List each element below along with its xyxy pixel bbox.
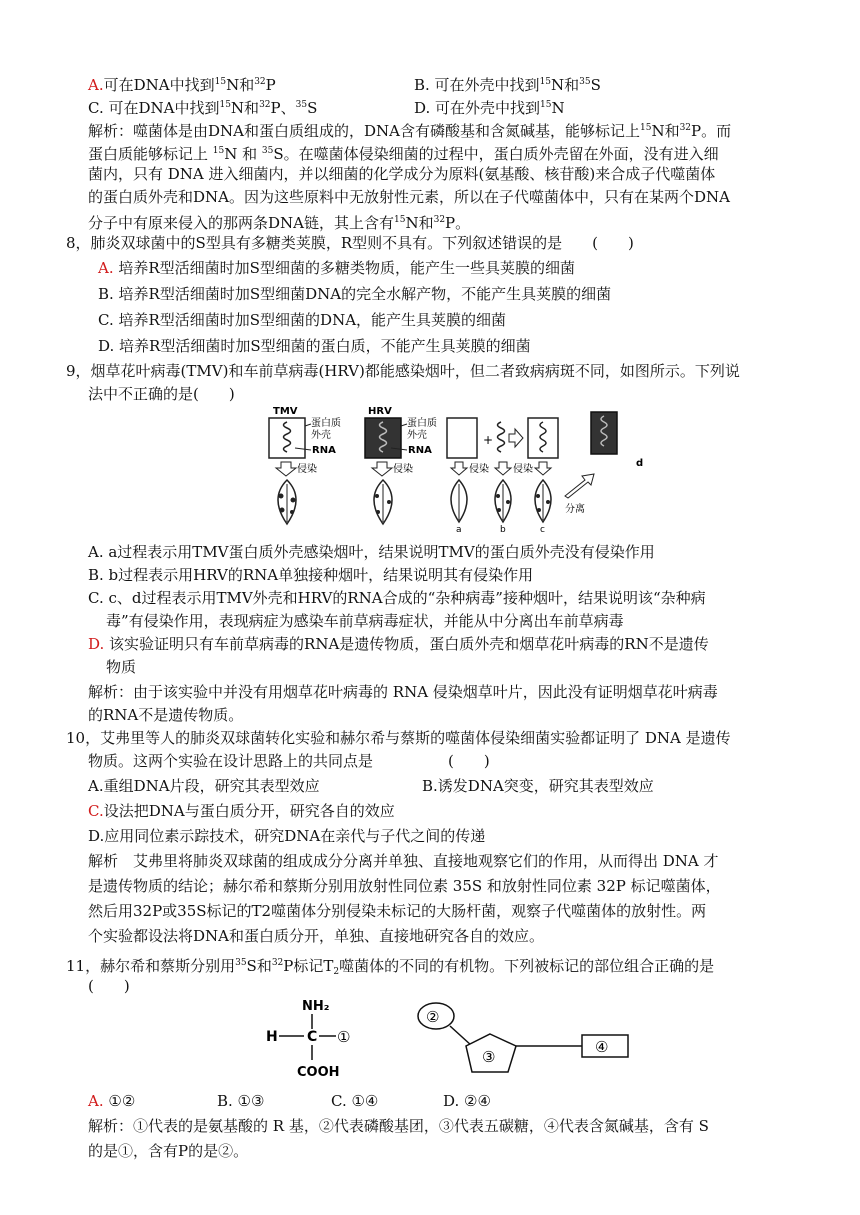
answer-mark: A.	[88, 1092, 104, 1110]
protein-label: 蛋白质	[407, 418, 437, 429]
q7-explanation-line-4: 的蛋白质外壳和DNA。因为这些原料中无放射性元素，所以在子代噬菌体中，只有在某两个DNA	[88, 188, 730, 206]
q9-option-c-line-2: 毒”有侵染作用，表现病症为感染车前草病毒症状，并能从中分离出车前草病毒	[106, 612, 624, 630]
shell-label: 外壳	[407, 430, 427, 441]
q7-option-c: C. 可在DNA中找到$^{15}$N和$^{32}$P、$^{35}$S	[88, 99, 318, 117]
q11-explanation-line-2: 的是①，含有P的是②。	[88, 1142, 249, 1160]
hrv-label: HRV	[368, 406, 392, 417]
q9-stem-line-1: 9，烟草花叶病毒(TMV)和车前草病毒(HRV)都能感染烟叶，但二者致病病斑不同，如图所示。下列说	[66, 362, 740, 380]
q9-explanation-line-2: 的RNA不是遗传物质。	[88, 706, 244, 724]
q11-option-a: A. ①②	[88, 1092, 136, 1110]
q11-option-b: B. ①③	[217, 1092, 265, 1110]
right-arrow-icon	[509, 429, 523, 447]
q8-option-c: C. 培养R型活细菌时加S型细菌的DNA，能产生具荚膜的细菌	[98, 311, 507, 329]
q9-option-b: B. b过程表示用HRV的RNA单独接种烟叶，结果说明其有侵染作用	[88, 566, 534, 584]
q7-explanation-line-2: 蛋白质能够标记上 $^{15}$N 和 $^{35}$S。在噬菌体侵染细菌的过程中，蛋白质外壳留在外面，没有进入细	[88, 145, 719, 163]
pentose-marker: ③	[482, 1048, 496, 1066]
q9-option-c-line-1: C. c、d过程表示用TMV外壳和HRV的RNA合成的“杂种病毒”接种烟叶，结果说明该“杂种病	[88, 589, 706, 607]
q10-option-a: A.重组DNA片段，研究其表型效应	[88, 777, 320, 795]
q11-stem-line-2: ( )	[88, 977, 130, 995]
q10-option-c: C.设法把DNA与蛋白质分开，研究各自的效应	[88, 802, 395, 820]
q11-option-c: C. ①④	[331, 1092, 379, 1110]
q10-explanation-line-2: 是遗传物质的结论；赫尔希和蔡斯分别用放射性同位素 35S 和放射性同位素 32P 标记噬菌体，	[88, 877, 721, 895]
infect-label: 侵染	[513, 464, 533, 475]
down-arrow-icon	[535, 462, 551, 475]
q11-option-d: D. ②④	[443, 1092, 491, 1110]
r-group-marker: ①	[337, 1028, 351, 1046]
tobacco-leaf-icon	[535, 480, 551, 522]
q10-stem-line-2: 物质。这两个实验在设计思路上的共同点是 ( )	[88, 752, 490, 770]
q8-option-b: B. 培养R型活细菌时加S型细菌DNA的完全水解产物，不能产生具荚膜的细菌	[98, 285, 612, 303]
nucleotide-structure	[412, 996, 642, 1086]
answer-mark: A.	[88, 76, 104, 94]
phosphate-marker: ②	[426, 1008, 440, 1026]
amino-acid-structure	[262, 996, 372, 1086]
amino-group-label: NH₂	[302, 999, 330, 1014]
diagonal-arrow-icon	[565, 474, 594, 498]
hydrogen-label: H	[266, 1029, 278, 1045]
rna-label: RNA	[408, 445, 432, 456]
infect-label: 侵染	[393, 464, 413, 475]
label-c: c	[540, 525, 545, 534]
down-arrow-icon	[276, 462, 296, 476]
separate-label: 分离	[565, 504, 585, 515]
q10-option-b: B.诱发DNA突变，研究其表型效应	[422, 777, 654, 795]
q7-explanation-line-1: 解析：噬菌体是由DNA和蛋白质组成的，DNA含有磷酸基和含氮碱基，能够标记上$^{15}$N和$^{32}$P。而	[88, 122, 732, 140]
carbon-label: C	[307, 1029, 318, 1045]
q10-explanation-line-1: 解析 艾弗里将肺炎双球菌的组成成分分离并单独、直接地观察它们的作用，从而得出 DNA 才	[88, 852, 719, 870]
q9-explanation-line-1: 解析：由于该实验中并没有用烟草花叶病毒的 RNA 侵染烟草叶片，因此没有证明烟草花叶病毒	[88, 683, 718, 701]
q7-option-d: D. 可在外壳中找到$^{15}$N	[414, 99, 565, 117]
tobacco-leaf-icon	[451, 480, 467, 522]
q8-option-a: A. 培养R型活细菌时加S型细菌的多糖类物质，能产生一些具荚膜的细菌	[98, 259, 575, 277]
tmv-label: TMV	[273, 406, 298, 417]
answer-mark: A.	[98, 259, 114, 277]
infect-label: 侵染	[469, 464, 489, 475]
q8-option-d: D. 培养R型活细菌时加S型细菌的蛋白质，不能产生具荚膜的细菌	[98, 337, 531, 355]
virus-infection-figure	[265, 404, 655, 534]
q11-stem-line-1: 11，赫尔希和蔡斯分别用$^{35}$S和$^{32}$P标记$T_2$噬菌体的不同的有机物。下列被标记的部位组合正确的是	[66, 957, 715, 977]
down-arrow-icon	[495, 462, 511, 475]
label-b: b	[500, 525, 506, 534]
isolated-virus-box	[591, 412, 617, 454]
q10-option-d: D.应用同位素示踪技术，研究DNA在亲代与子代之间的传递	[88, 827, 486, 845]
base-marker: ④	[595, 1038, 609, 1056]
q10-explanation-line-3: 然后用32P或35S标记的T2噬菌体分别侵染未标记的大肠杆菌，观察子代噬菌体的放射性。两	[88, 902, 707, 920]
label-d: d	[636, 458, 644, 469]
answer-mark: D.	[88, 635, 105, 653]
q7-explanation-line-3: 菌内，只有 DNA 进入细菌内，并以细菌的化学成分为原料(氨基酸、核苷酸)来合成子代噬菌体	[88, 165, 716, 183]
q7-option-b: B. 可在外壳中找到$^{15}$N和$^{35}$S	[414, 76, 601, 94]
q7-explanation-line-5: 分子中有原来侵入的那两条DNA链，其上含有$^{15}$N和$^{32}$P。	[88, 214, 471, 232]
rna-coil-icon	[498, 422, 505, 452]
q11-explanation-line-1: 解析：①代表的是氨基酸的 R 基，②代表磷酸基团，③代表五碳糖，④代表含氮碱基，含有 S	[88, 1117, 709, 1135]
down-arrow-icon	[372, 462, 392, 476]
protein-label: 蛋白质	[311, 418, 341, 429]
q9-stem-line-2: 法中不正确的是( )	[88, 385, 235, 403]
q10-explanation-line-4: 个实验都设法将DNA和蛋白质分开，单独、直接地研究各自的效应。	[88, 927, 544, 945]
carboxyl-label: COOH	[297, 1065, 340, 1080]
q9-option-d-line-1: D. 该实验证明只有车前草病毒的RNA是遗传物质，蛋白质外壳和烟草花叶病毒的RN不是遗传	[88, 635, 709, 653]
q8-stem: 8，肺炎双球菌中的S型具有多糖类荚膜，R型则不具有。下列叙述错误的是 ( )	[66, 234, 634, 252]
tobacco-leaf-icon	[374, 480, 392, 524]
q9-option-d-line-2: 物质	[106, 658, 137, 676]
plus-sign: +	[483, 433, 494, 447]
label-a: a	[456, 525, 462, 534]
q7-option-a: A.可在DNA中找到$^{15}$N和$^{32}$P	[88, 76, 276, 94]
infect-label: 侵染	[297, 464, 317, 475]
tobacco-leaf-icon	[278, 480, 296, 524]
answer-mark: C.	[88, 802, 104, 820]
rna-label: RNA	[312, 445, 336, 456]
tobacco-leaf-icon	[495, 480, 511, 522]
protein-shell-box	[447, 418, 477, 458]
shell-label: 外壳	[311, 430, 331, 441]
q9-option-a: A. a过程表示用TMV蛋白质外壳感染烟叶，结果说明TMV的蛋白质外壳没有侵染作用	[88, 543, 655, 561]
down-arrow-icon	[451, 462, 467, 475]
q10-stem-line-1: 10，艾弗里等人的肺炎双球菌转化实验和赫尔希与蔡斯的噬菌体侵染细菌实验都证明了 DNA 是遗传	[66, 729, 731, 747]
